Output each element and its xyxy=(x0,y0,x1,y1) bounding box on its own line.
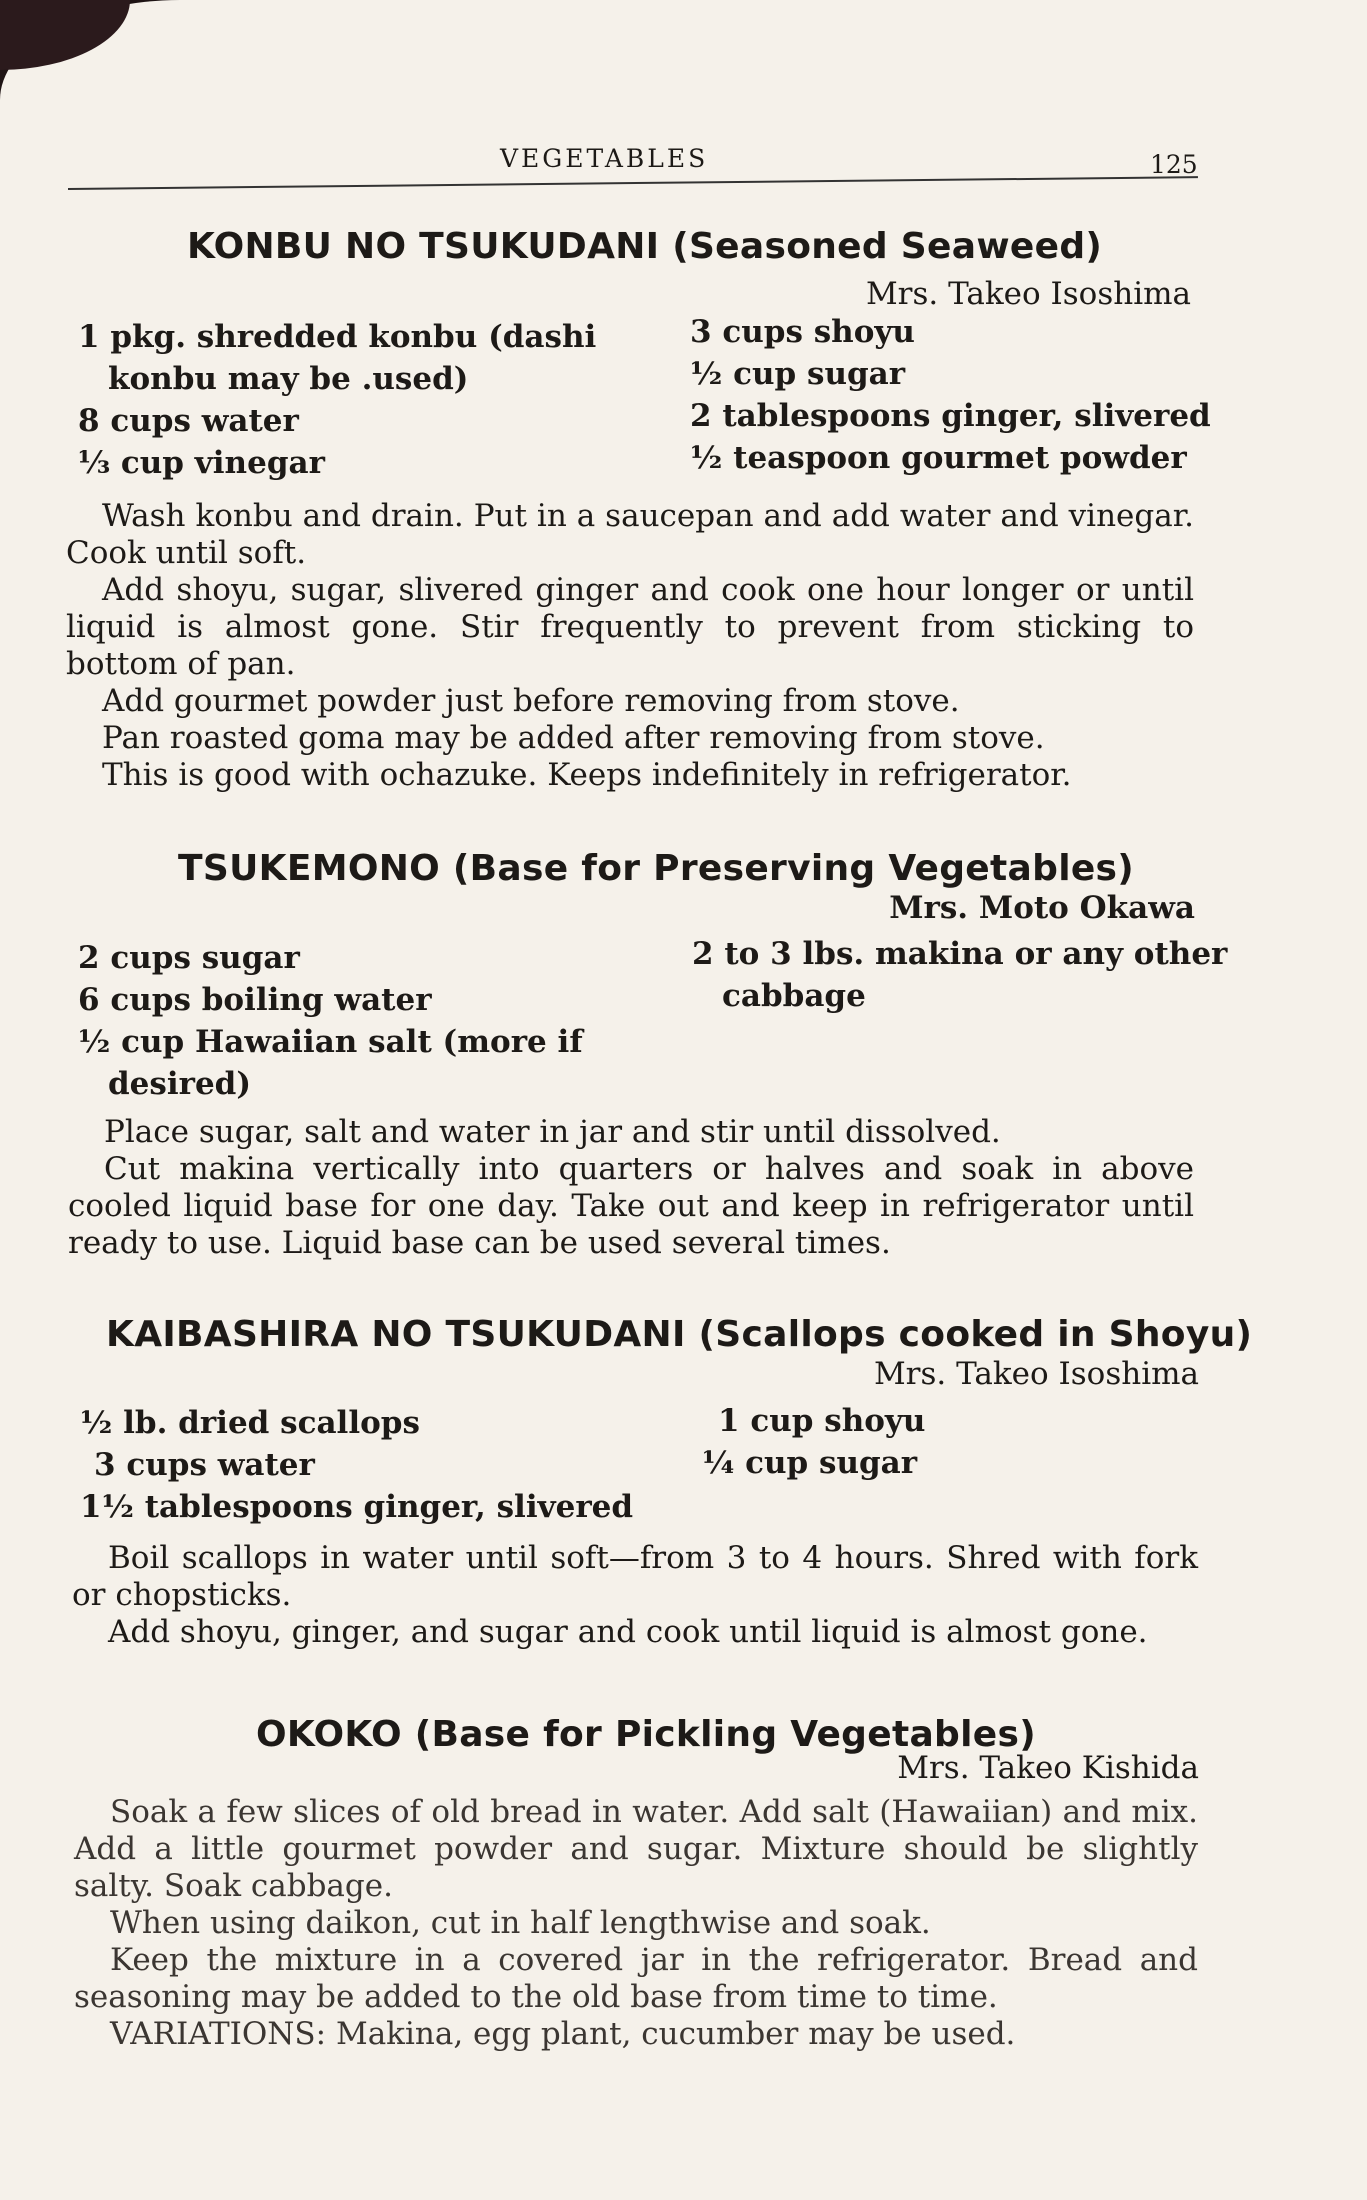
page-corner-shadow xyxy=(0,0,130,70)
ingredients-right xyxy=(692,933,1227,1017)
instruction-step: Keep the mixture in a covered jar in the refrigerator. Bread and seasoning may be added to the old base from time to time. xyxy=(74,1942,1198,2015)
ingredients-left xyxy=(80,1402,633,1528)
ingredient: 3 cups shoyu xyxy=(690,314,915,350)
ingredient: 6 cups boiling water xyxy=(78,982,432,1018)
instruction-step: Boil scallops in water until soft—from 3 to 4 hours. Shred with fork or chopsticks. xyxy=(72,1540,1198,1613)
instruction-step: VARIATIONS: Makina, egg plant, cucumber may be used. xyxy=(110,2016,1016,2052)
instruction-step: Add shoyu, ginger, and sugar and cook until liquid is almost gone. xyxy=(108,1614,1148,1650)
page-number: 125 xyxy=(1150,150,1198,179)
ingredients-right xyxy=(702,1400,925,1484)
ingredients-right xyxy=(690,311,1211,479)
recipe-author: Mrs. Takeo Isoshima xyxy=(865,276,1191,312)
recipe-title: OKOKO (Base for Pickling Vegetables) xyxy=(256,1714,1036,1755)
instructions xyxy=(74,1794,1198,2053)
ingredient: ½ cup sugar xyxy=(690,356,906,392)
ingredients-left xyxy=(78,937,583,1105)
ingredients-left xyxy=(78,316,596,484)
ingredient: 1 pkg. shredded konbu (dashi xyxy=(78,319,597,355)
ingredient: 8 cups water xyxy=(78,403,299,439)
instruction-step: Add gourmet powder just before removing from stove. xyxy=(102,683,960,719)
ingredient: ⅓ cup vinegar xyxy=(78,445,325,481)
ingredient: 2 tablespoons ginger, slivered xyxy=(690,398,1211,434)
instruction-step: When using daikon, cut in half lengthwise and soak. xyxy=(110,1905,931,1941)
instruction-step: Pan roasted goma may be added after removing from stove. xyxy=(102,720,1045,756)
instruction-step: Wash konbu and drain. Put in a saucepan and add water and vinegar. Cook until soft. xyxy=(66,498,1194,571)
recipe-title: KONBU NO TSUKUDANI (Seasoned Seaweed) xyxy=(187,226,1103,267)
recipe-author: Mrs. Takeo Kishida xyxy=(897,1750,1199,1786)
ingredient: desired) xyxy=(108,1066,252,1102)
instruction-step: Soak a few slices of old bread in water. Add salt (Hawaiian) and mix. Add a little gourmet powder and sugar. Mixture should be slightly salty. Soak cabbage. xyxy=(74,1794,1198,1904)
ingredient: ½ lb. dried scallops xyxy=(80,1405,420,1441)
instructions xyxy=(68,1114,1194,1262)
recipe-title: KAIBASHIRA NO TSUKUDANI (Scallops cooked in Shoyu) xyxy=(106,1314,1253,1355)
ingredient: konbu may be .used) xyxy=(108,361,469,397)
ingredient: cabbage xyxy=(722,978,866,1014)
ingredient: ½ cup Hawaiian salt (more if xyxy=(78,1024,583,1060)
ingredient: 2 to 3 lbs. makina or any other xyxy=(692,936,1228,972)
ingredient: 1½ tablespoons ginger, slivered xyxy=(80,1489,634,1525)
recipe-author: Mrs. Takeo Isoshima xyxy=(873,1356,1199,1392)
recipe-title: TSUKEMONO (Base for Preserving Vegetables) xyxy=(178,848,1135,889)
instruction-step: Place sugar, salt and water in jar and stir until dissolved. xyxy=(104,1114,1001,1150)
instruction-step: Cut makina vertically into quarters or halves and soak in above cooled liquid base for one day. Take out and keep in refrigerator until ready to use. Liquid base can be used several times. xyxy=(68,1151,1194,1261)
ingredient: ½ teaspoon gourmet powder xyxy=(690,440,1187,476)
ingredient: ¼ cup sugar xyxy=(702,1445,918,1481)
recipe-author: Mrs. Moto Okawa xyxy=(889,890,1195,926)
instructions xyxy=(66,498,1194,794)
running-head: VEGETABLES xyxy=(500,144,709,173)
ingredient: 1 cup shoyu xyxy=(718,1403,926,1439)
ingredient: 2 cups sugar xyxy=(78,940,300,976)
instruction-step: This is good with ochazuke. Keeps indefinitely in refrigerator. xyxy=(102,757,1072,793)
instruction-step: Add shoyu, sugar, slivered ginger and cook one hour longer or until liquid is almost gone. Stir frequently to prevent from sticking to bottom of pan. xyxy=(66,572,1194,682)
ingredient: 3 cups water xyxy=(94,1447,315,1483)
instructions xyxy=(72,1540,1198,1651)
